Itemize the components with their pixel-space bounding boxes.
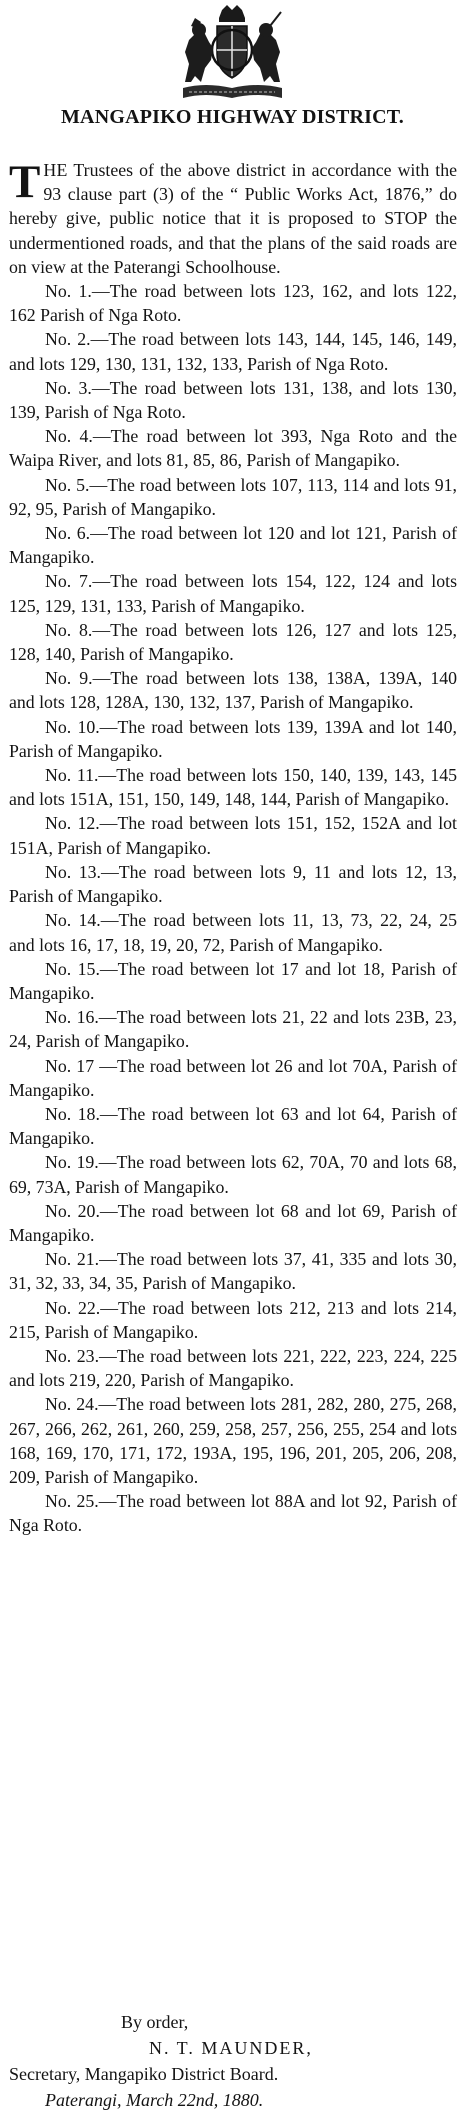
road-item: No. 4.—The road between lot 393, Nga Roto and the Waipa River, and lots 81, 85, 86, Parish of Mangapiko. bbox=[9, 426, 457, 471]
road-item: No. 23.—The road between lots 221, 222, 223, 224, 225 and lots 219, 220, Parish of Mangapiko. bbox=[9, 1345, 457, 1391]
road-item: No. 21.—The road between lots 37, 41, 335 and lots 30, 31, 32, 33, 34, 35, Parish of Mangapiko. bbox=[9, 1249, 457, 1294]
road-item: No. 3.—The road between lots 131, 138, and lots 130, 139, Parish of Nga Roto. bbox=[9, 377, 457, 423]
road-item: No. 9.—The road between lots 138, 138A, 139A, 140 and lots 128, 128A, 130, 132, 137, Parish of Mangapiko. bbox=[9, 668, 457, 713]
road-item: No. 25.—The road between lot 88A and lot 92, Parish of Nga Roto. bbox=[9, 1491, 457, 1536]
road-item: No. 15.—The road between lot 17 and lot 18, Parish of Mangapiko. bbox=[9, 958, 457, 1003]
road-item: No. 16.—The road between lots 21, 22 and lots 23B, 23, 24, Parish of Mangapiko. bbox=[9, 1007, 457, 1052]
road-item: No. 6.—The road between lot 120 and lot 121, Parish of Mangapiko. bbox=[9, 523, 457, 568]
road-item: No. 24.—The road between lots 281, 282, 280, 275, 268, 267, 266, 262, 261, 260, 259, 258, 257, 256, 255, 254 and lots 168, 169, 170, 171, 172, 193A, 195, 196, 201, 205, 206, 208, 209, Parish of Mangapiko. bbox=[9, 1394, 457, 1487]
road-item: No. 22.—The road between lots 212, 213 and lots 214, 215, Parish of Mangapiko. bbox=[9, 1297, 457, 1342]
road-item: No. 13.—The road between lots 9, 11 and lots 12, 13, Parish of Mangapiko. bbox=[9, 861, 457, 907]
place-and-date: Paterangi, March 22nd, 1880. bbox=[45, 2090, 264, 2110]
road-item: No. 5.—The road between lots 107, 113, 114 and lots 91, 92, 95, Parish of Mangapiko. bbox=[9, 474, 457, 519]
royal-coat-of-arms-icon bbox=[175, 4, 290, 104]
signatory-title: Secretary, Mangapiko District Board. bbox=[9, 2064, 279, 2084]
drop-cap: T bbox=[9, 156, 40, 208]
notice-body bbox=[9, 158, 457, 1538]
road-item: No. 2.—The road between lots 143, 144, 145, 146, 149, and lots 129, 130, 131, 132, 133, Parish of Nga Roto. bbox=[9, 329, 457, 374]
road-item: No. 7.—The road between lots 154, 122, 124 and lots 125, 129, 131, 133, Parish of Mangapiko. bbox=[9, 571, 457, 616]
intro-text: Trustees of the above district in accordance with the 93 clause part (3) of the “ Public Works Act, 1876,” do hereby give, public notice that it is proposed to STOP the undermentioned roads, and that the plans of the said roads are on view at the Paterangi Schoolhouse. bbox=[9, 160, 457, 277]
intro-smallcaps: HE bbox=[43, 160, 68, 180]
notice-heading: MANGAPIKO HIGHWAY DISTRICT. bbox=[60, 106, 405, 128]
road-item: No. 19.—The road between lots 62, 70A, 70 and lots 68, 69, 73A, Parish of Mangapiko. bbox=[9, 1152, 457, 1197]
intro-paragraph bbox=[9, 158, 457, 279]
road-item: No. 11.—The road between lots 150, 140, 139, 143, 145 and lots 151A, 151, 150, 149, 148, 144, Parish of Mangapiko. bbox=[9, 765, 457, 810]
road-item: No. 20.—The road between lot 68 and lot 69, Parish of Mangapiko. bbox=[9, 1200, 457, 1245]
road-item: No. 14.—The road between lots 11, 13, 73, 22, 24, 25 and lots 16, 17, 18, 19, 20, 72, Parish of Mangapiko. bbox=[9, 910, 457, 955]
road-item: No. 10.—The road between lots 139, 139A and lot 140, Parish of Mangapiko. bbox=[9, 716, 457, 761]
road-item: No. 1.—The road between lots 123, 162, and lots 122, 162 Parish of Nga Roto. bbox=[9, 281, 457, 326]
road-item: No. 8.—The road between lots 126, 127 and lots 125, 128, 140, Parish of Mangapiko. bbox=[9, 619, 457, 665]
road-item: No. 17 —The road between lot 26 and lot 70A, Parish of Mangapiko. bbox=[9, 1055, 457, 1100]
road-item: No. 12.—The road between lots 151, 152, 152A and lot 151A, Parish of Mangapiko. bbox=[9, 813, 457, 858]
road-item: No. 18.—The road between lot 63 and lot 64, Parish of Mangapiko. bbox=[9, 1103, 457, 1149]
by-order-line: By order, bbox=[121, 2012, 189, 2032]
signatory-name: N. T. MAUNDER, bbox=[149, 2038, 313, 2058]
